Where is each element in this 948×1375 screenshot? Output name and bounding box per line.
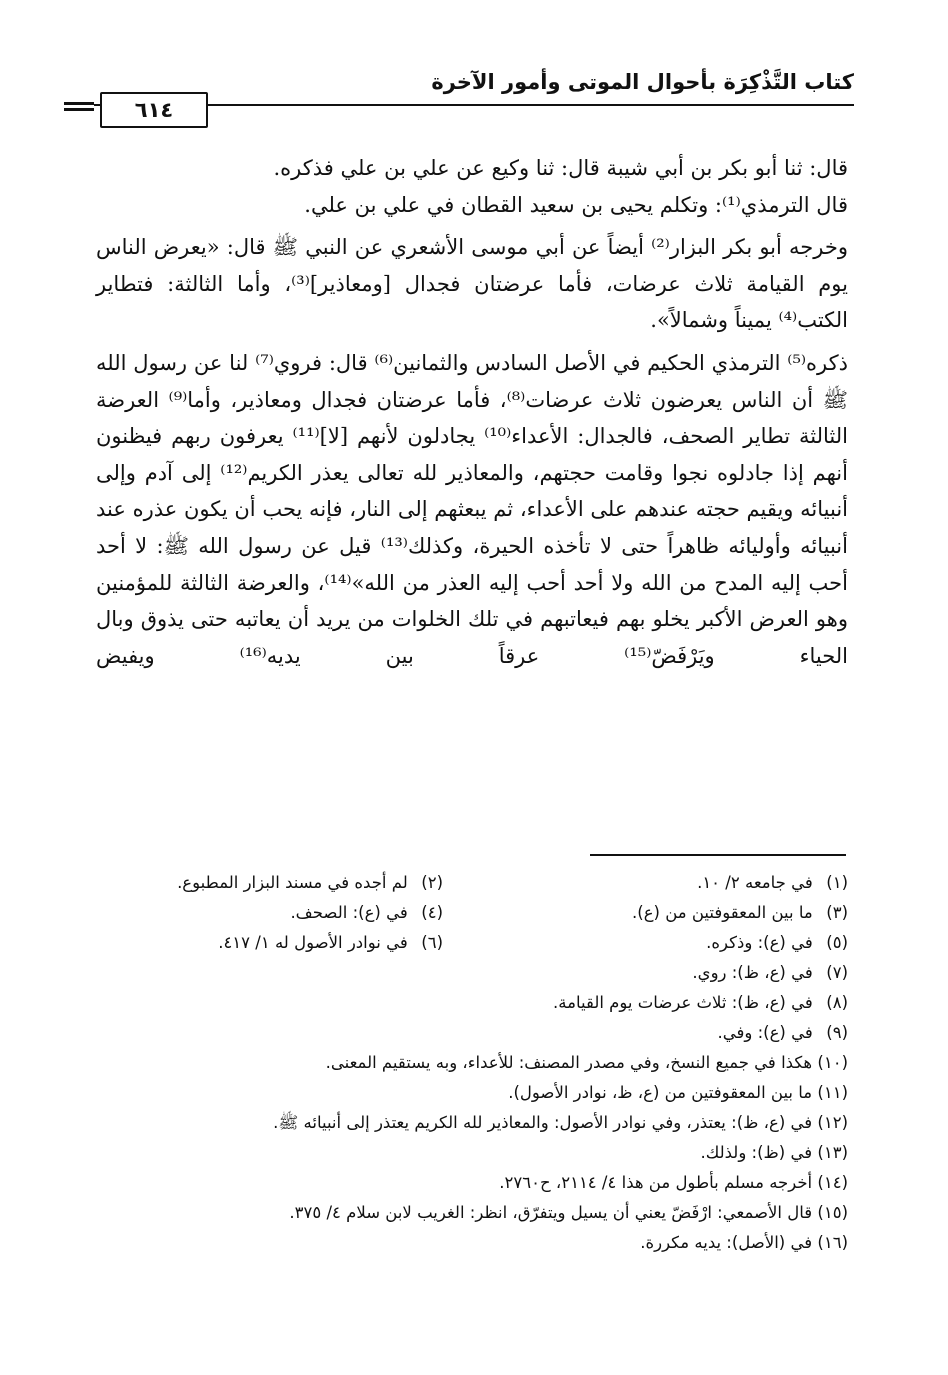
footnote-row — [96, 898, 848, 928]
footnote-number: (٣) — [826, 903, 848, 922]
footnote-text: في (ع، ظ): روي. — [692, 963, 813, 982]
footnote-number: (١٣) — [817, 1143, 848, 1162]
footnote-number: (١٢) — [817, 1113, 848, 1132]
header-rule — [94, 104, 854, 106]
footnote-3 — [443, 898, 848, 928]
footnote-text: في نوادر الأصول له ١/ ٤١٧. — [218, 933, 408, 952]
footnote-4 — [96, 898, 443, 928]
footnote-number: (١٥) — [817, 1203, 848, 1222]
footnote-text: في (الأصل): يديه مكررة. — [640, 1233, 813, 1252]
footnote-text: لم أجده في مسند البزار المطبوع. — [177, 873, 408, 892]
footnote-13 — [96, 1138, 848, 1168]
footnote-number: (١٤) — [817, 1173, 848, 1192]
footnote-12 — [96, 1108, 848, 1138]
footnote-2 — [96, 868, 443, 898]
footnote-number: (٦) — [421, 933, 443, 952]
footnote-text: أخرجه مسلم بأطول من هذا ٤/ ٢١١٤، ح٢٧٦٠. — [499, 1173, 813, 1192]
footnote-number: (١٦) — [817, 1233, 848, 1252]
footnote-number: (٨) — [826, 993, 848, 1012]
paragraph-4: ذكره⁽⁵⁾ الترمذي الحكيم في الأصل السادس والثمانين⁽⁶⁾ قال: فروي⁽⁷⁾ لنا عن رسول الله ﷺ أن الناس يعرضون ثلاث عرضات⁽⁸⁾، فأما عرضتان فجدال ومعاذير، وأما⁽⁹⁾ العرضة الثالثة تطاير الصحف، فالجدال: الأعداء⁽¹⁰⁾ يجادلون لأنهم [لا]⁽¹¹⁾ يعرفون ربهم فيظنون أنهم إذا جادلوه نجوا وقامت حجتهم، والمعاذير لله تعالى يعذر الكريم⁽¹²⁾ إلى آدم وإلى أنبيائه ويقيم حجته عندهم على الأعداء، ثم يبعثهم إلى النار، فإنه يحب أن يكون عذره عند أنبيائه وأوليائه ظاهراً حتى لا تأخذه الحيرة، وكذلك⁽¹³⁾ قيل عن رسول الله ﷺ: لا أحد أحب إليه المدح من الله ولا أحد أحب إليه العذر من الله»⁽¹⁴⁾، والعرضة الثالثة للمؤمنين وهو العرض الأكبر يخلو بهم فيعاتبهم في تلك الخلوات من يريد أن يعاتبه حتى يذوق وبال الحياء ويَرْفَضّ⁽¹⁵⁾ عرقاً بين يديه⁽¹⁶⁾ ويفيض — [96, 350, 848, 668]
footnote-text: هكذا في جميع النسخ، وفي مصدر المصنف: للأعداء، وبه يستقيم المعنى. — [325, 1053, 813, 1072]
footnotes — [96, 868, 848, 1258]
footnote-number: (١١) — [817, 1083, 848, 1102]
footnote-number: (٩) — [826, 1023, 848, 1042]
footnote-text: ما بين المعقوفتين من (ع، ظ، نوادر الأصول). — [508, 1083, 813, 1102]
footnote-row — [96, 928, 848, 958]
footnote-number: (١٠) — [817, 1053, 848, 1072]
paragraph-1: قال: ثنا أبو بكر بن أبي شيبة قال: ثنا وكيع عن علي بن علي فذكره. — [273, 156, 848, 180]
footnote-11 — [96, 1078, 848, 1108]
footnote-1 — [443, 868, 848, 898]
footnote-text: في (ع): وفي. — [717, 1023, 813, 1042]
footnote-number: (٤) — [421, 903, 443, 922]
footnote-text: قال الأصمعي: ارْفَضّ يعني أن يسيل ويتفرّق، انظر: الغريب لابن سلام ٤/ ٣٧٥. — [289, 1203, 813, 1222]
footnote-6 — [96, 928, 443, 958]
footnote-text: في (ع، ظ): يعتذر، وفي نوادر الأصول: والمعاذير لله الكريم يعتذر إلى أنبيائه ﷺ. — [273, 1113, 813, 1132]
footnote-divider — [590, 854, 846, 856]
footnote-7 — [96, 958, 848, 988]
book-title: كتاب التَّذْكِرَة بأحوال الموتى وأمور الآخرة — [431, 70, 854, 94]
page-number: ٦١٤ — [100, 92, 208, 128]
page-header — [94, 68, 854, 130]
footnote-text: ما بين المعقوفتين من (ع). — [632, 903, 813, 922]
paragraph-3: وخرجه أبو بكر البزار⁽²⁾ أيضاً عن أبي موسى الأشعري عن النبي ﷺ قال: «يعرض الناس يوم القيامة ثلاث عرضات، فأما عرضتان فجدال [ومعاذير]⁽³⁾، وأما الثالثة: فتطاير الكتب⁽⁴⁾ يميناً وشمالاً». — [96, 235, 848, 333]
footnote-text: في (ع، ظ): ثلاث عرضات يوم القيامة. — [553, 993, 813, 1012]
footnote-16 — [96, 1228, 848, 1258]
footnote-10 — [96, 1048, 848, 1078]
footnote-text: في (ع): الصحف. — [290, 903, 408, 922]
footnote-number: (٧) — [826, 963, 848, 982]
footnote-number: (٢) — [421, 873, 443, 892]
footnote-15 — [96, 1198, 848, 1228]
main-text — [96, 150, 848, 674]
footnote-number: (٥) — [826, 933, 848, 952]
footnote-8 — [96, 988, 848, 1018]
footnote-text: في جامعه ٢/ ١٠. — [697, 873, 813, 892]
footnote-text: في (ظ): ولذلك. — [700, 1143, 813, 1162]
footnote-text: في (ع): وذكره. — [706, 933, 813, 952]
footnote-9 — [96, 1018, 848, 1048]
header-rule-left-top — [64, 102, 94, 105]
paragraph-2: قال الترمذي⁽¹⁾: وتكلم يحيى بن سعيد القطان في علي بن علي. — [304, 192, 848, 217]
footnote-14 — [96, 1168, 848, 1198]
header-rule-left-bottom — [64, 108, 94, 111]
footnote-row — [96, 868, 848, 898]
footnote-5 — [443, 928, 848, 958]
footnote-number: (١) — [826, 873, 848, 892]
